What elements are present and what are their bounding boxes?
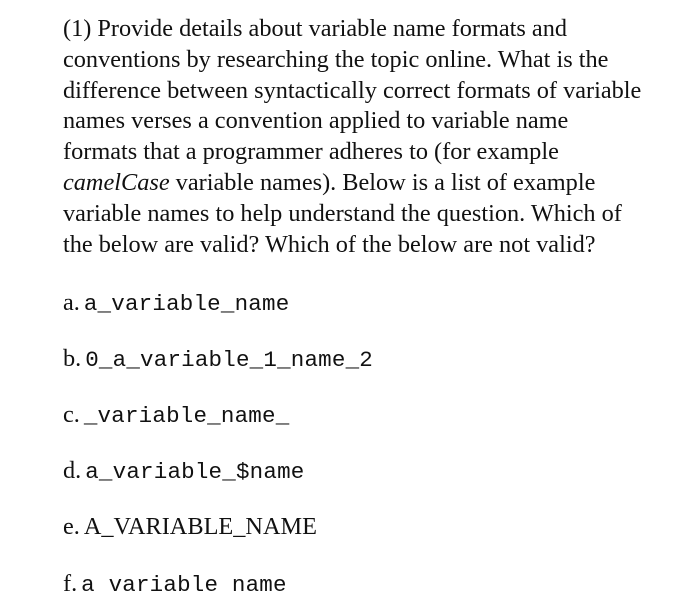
- option-letter: f.: [63, 570, 78, 597]
- question-line: names verses a convention applied to variable name: [63, 107, 569, 135]
- option-variable-name: 0_a_variable_1_name_2: [85, 347, 373, 373]
- camelcase-term: camelCase: [63, 168, 170, 196]
- question-line: formats that a programmer adheres to (for example: [63, 138, 559, 166]
- option-letter: b.: [63, 345, 82, 372]
- option-variable-name: a_variable_name: [83, 291, 290, 317]
- option-variable-name: a_variable_$name: [85, 459, 305, 485]
- question-line: the below are valid? Which of the below are not valid?: [63, 230, 596, 258]
- option-d: [63, 456, 304, 486]
- question-line: variable names to help understand the question. Which of: [63, 199, 622, 227]
- question-line: (1) Provide details about variable name formats and: [63, 15, 567, 42]
- question-line: difference between syntactically correct formats of variable: [63, 76, 642, 104]
- option-a: [63, 288, 289, 318]
- option-variable-name: A_VARIABLE_NAME: [83, 513, 317, 540]
- question-line: conventions by researching the topic online. What is the: [63, 45, 609, 73]
- option-b: [63, 344, 373, 374]
- variable-name-options: [63, 0, 693, 608]
- option-c: [63, 400, 289, 430]
- option-variable-name: a variable name: [81, 572, 287, 598]
- option-f: [63, 569, 287, 599]
- option-letter: a.: [63, 289, 80, 316]
- option-letter: d.: [63, 457, 82, 484]
- option-letter: e.: [63, 513, 80, 540]
- option-letter: c.: [63, 401, 80, 428]
- option-variable-name: _variable_name_: [83, 403, 290, 429]
- question-line-rest: variable names). Below is a list of example: [169, 168, 596, 196]
- option-e: [63, 512, 317, 542]
